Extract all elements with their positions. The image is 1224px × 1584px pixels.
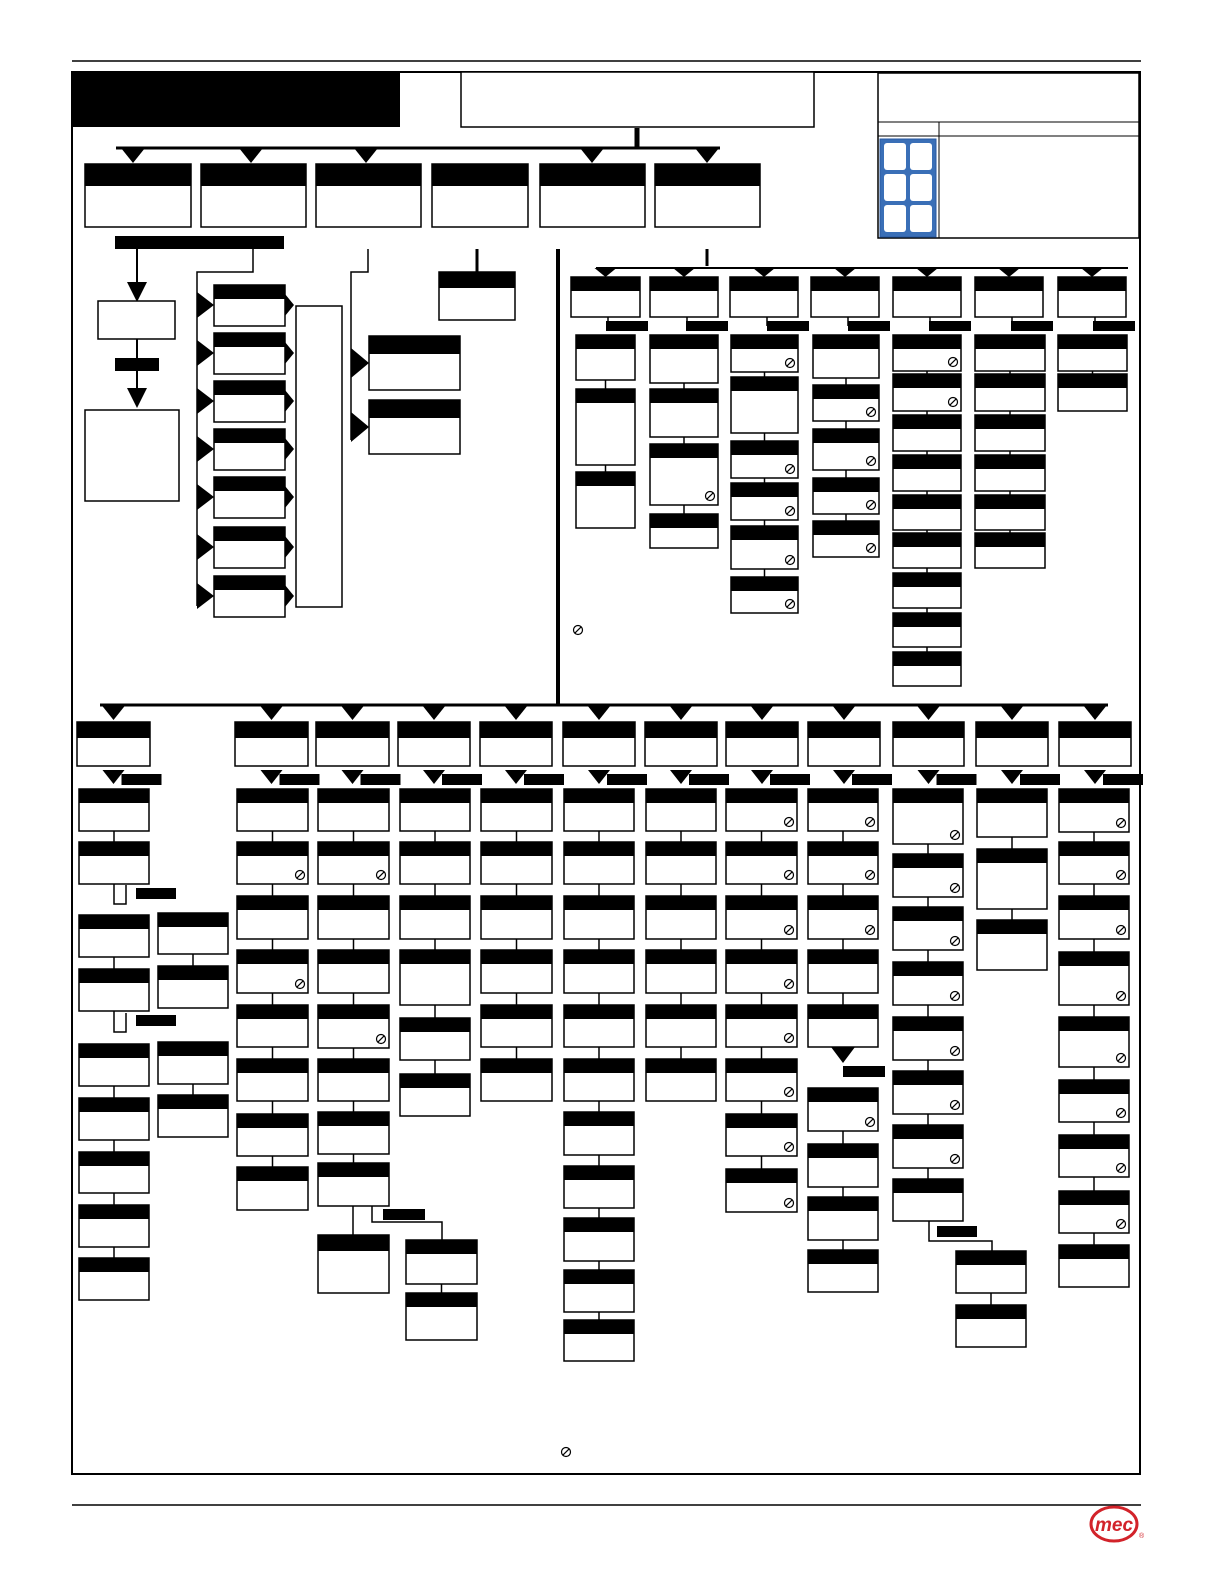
pointer-arrow-icon <box>285 585 294 607</box>
menu-box-header <box>808 842 878 856</box>
menu-box-header <box>726 950 797 964</box>
menu-box-header <box>650 514 718 528</box>
menu-box-header <box>646 842 716 856</box>
connector-tab <box>686 321 728 331</box>
menu-box-header <box>237 789 308 803</box>
menu-box-header <box>811 277 879 291</box>
menu-box-header <box>975 374 1045 388</box>
menu-box-header <box>808 1250 878 1264</box>
menu-box-header <box>975 277 1043 291</box>
down-arrow-icon <box>751 770 773 784</box>
connector-tab <box>280 774 320 785</box>
menu-box-header <box>808 722 880 738</box>
brand-logo-text: mec <box>1094 1515 1134 1536</box>
menu-box <box>296 306 342 607</box>
menu-box-header <box>564 950 634 964</box>
down-arrow-icon <box>831 1047 855 1063</box>
menu-box-header <box>237 1059 308 1073</box>
connector-tab <box>843 1066 885 1077</box>
menu-box-header <box>564 896 634 910</box>
down-arrow-icon <box>750 705 774 720</box>
menu-box-header <box>564 1218 634 1232</box>
menu-box-header <box>1059 1245 1129 1259</box>
menu-box-header <box>726 1005 797 1019</box>
menu-box-header <box>369 400 460 418</box>
menu-box-header <box>893 722 964 738</box>
menu-box-header <box>481 896 552 910</box>
menu-box-header <box>730 277 798 291</box>
menu-box <box>98 301 175 339</box>
menu-box-header <box>646 1059 716 1073</box>
menu-box-header <box>731 441 798 455</box>
down-arrow-icon <box>695 148 719 163</box>
menu-box-header <box>158 966 228 980</box>
menu-box-header <box>731 335 798 349</box>
menu-box-header <box>237 842 308 856</box>
menu-box <box>85 410 179 501</box>
connector-tab <box>524 774 564 785</box>
menu-box-header <box>318 896 389 910</box>
down-arrow-icon <box>1083 705 1107 720</box>
down-arrow-icon <box>917 705 941 720</box>
mec-logo <box>1091 1507 1145 1541</box>
menu-box-header <box>893 415 961 429</box>
menu-box-header <box>893 962 963 976</box>
pointer-arrow-icon <box>197 534 214 560</box>
menu-box-header <box>646 896 716 910</box>
keypad-grid-icon <box>880 139 936 237</box>
down-arrow-icon <box>342 770 364 784</box>
root-menu-box <box>461 72 814 127</box>
menu-box-header <box>400 842 470 856</box>
menu-box-header <box>576 335 635 349</box>
menu-box-header <box>79 1258 149 1272</box>
menu-box-header <box>731 483 798 497</box>
down-arrow-icon <box>588 770 610 784</box>
menu-box-header <box>893 455 961 469</box>
menu-box-header <box>808 1144 878 1158</box>
menu-box-header <box>79 1044 149 1058</box>
menu-box-header <box>481 842 552 856</box>
menu-box-header <box>564 1320 634 1334</box>
no-entry-icon-slash <box>575 627 581 633</box>
menu-box-header <box>439 272 515 288</box>
menu-box-header <box>480 722 552 738</box>
menu-box-header <box>813 335 879 349</box>
menu-box-header <box>646 789 716 803</box>
menu-box-header <box>1058 277 1126 291</box>
menu-box-header <box>808 1088 878 1102</box>
down-arrow-icon <box>1081 268 1103 277</box>
menu-box-header <box>318 950 389 964</box>
menu-box-header <box>893 1125 963 1139</box>
menu-box-header <box>316 164 421 186</box>
menu-box-header <box>813 429 879 443</box>
menu-box-header <box>564 1059 634 1073</box>
menu-box-header <box>481 1059 552 1073</box>
down-arrow-icon <box>1001 770 1023 784</box>
menu-box-header <box>813 385 879 399</box>
connector-tab <box>852 774 892 785</box>
menu-box-header <box>237 950 308 964</box>
menu-box-header <box>731 577 798 591</box>
down-arrow-icon <box>580 148 604 163</box>
menu-box-header <box>726 1169 797 1183</box>
menu-box-header <box>650 277 718 291</box>
menu-box-header <box>893 573 961 587</box>
menu-box-header <box>977 920 1047 934</box>
menu-box-header <box>79 789 149 803</box>
menu-box-header <box>214 381 285 395</box>
menu-box-header <box>318 1059 389 1073</box>
menu-box-header <box>79 842 149 856</box>
menu-box-header <box>563 722 635 738</box>
pointer-arrow-icon <box>285 536 294 558</box>
menu-box-header <box>564 1005 634 1019</box>
menu-box-header <box>1059 896 1129 910</box>
menu-box-header <box>726 789 797 803</box>
menu-box-header <box>400 1074 470 1088</box>
pointer-arrow-icon <box>285 438 294 460</box>
connector-line <box>351 249 368 440</box>
menu-box-header <box>214 285 285 299</box>
menu-box-header <box>79 1205 149 1219</box>
menu-box-header <box>214 333 285 347</box>
menu-box-header <box>571 277 640 291</box>
pointer-arrow-icon <box>197 484 214 510</box>
down-arrow-icon <box>753 268 775 277</box>
menu-box-header <box>214 429 285 443</box>
connector-tab <box>1103 774 1143 785</box>
menu-box-header <box>893 613 961 627</box>
menu-box-header <box>977 789 1047 803</box>
menu-box-header <box>655 164 760 186</box>
menu-box-header <box>158 1042 228 1056</box>
down-arrow-icon <box>670 770 692 784</box>
menu-box-header <box>237 1167 308 1181</box>
down-arrow-icon <box>505 770 527 784</box>
connector-tab <box>1093 321 1135 331</box>
menu-box-header <box>1059 842 1129 856</box>
down-arrow-icon <box>673 268 695 277</box>
menu-box-header <box>564 842 634 856</box>
connector-tab <box>607 774 647 785</box>
down-arrow-icon <box>239 148 263 163</box>
pointer-arrow-icon <box>351 412 369 442</box>
menu-box-header <box>893 374 961 388</box>
menu-box-header <box>400 789 470 803</box>
connector-tab <box>361 774 401 785</box>
menu-box-header <box>726 842 797 856</box>
menu-box-header <box>726 896 797 910</box>
menu-box-header <box>481 950 552 964</box>
connector-line <box>114 884 126 904</box>
connector-tab <box>1020 774 1060 785</box>
down-arrow-icon <box>423 770 445 784</box>
connector-tab <box>606 321 648 331</box>
menu-box-header <box>400 1018 470 1032</box>
connector-tab <box>937 774 977 785</box>
menu-box-header <box>406 1293 477 1307</box>
connector-tab <box>383 1209 425 1220</box>
brand-registered: ® <box>1139 1533 1145 1540</box>
pointer-arrow-icon <box>285 294 294 316</box>
menu-box-header <box>893 854 963 868</box>
menu-box-header <box>726 722 798 738</box>
connector-tab <box>1011 321 1053 331</box>
menu-box-header <box>975 335 1045 349</box>
flowchart-nodes <box>77 128 1143 1457</box>
menu-box-header <box>893 652 961 666</box>
menu-box-header <box>318 842 389 856</box>
menu-box-header <box>77 722 150 738</box>
down-arrow-icon <box>422 705 446 720</box>
down-arrow-icon <box>916 268 938 277</box>
menu-box-header <box>85 164 191 186</box>
menu-box-header <box>79 915 149 929</box>
menu-box-header <box>956 1305 1026 1319</box>
menu-box-header <box>975 455 1045 469</box>
menu-box-header <box>237 1005 308 1019</box>
menu-box-header <box>813 521 879 535</box>
menu-box-header <box>318 1163 389 1177</box>
menu-box-header <box>564 1112 634 1126</box>
menu-box-header <box>893 1071 963 1085</box>
menu-box-header <box>432 164 528 186</box>
menu-box-header <box>318 1112 389 1126</box>
connector-tab <box>232 236 284 249</box>
pointer-arrow-icon <box>351 348 369 378</box>
pointer-arrow-icon <box>285 486 294 508</box>
menu-box-header <box>646 1005 716 1019</box>
pointer-arrow-icon <box>197 583 214 609</box>
pointer-arrow-icon <box>197 292 214 318</box>
menu-box-header <box>726 1114 797 1128</box>
down-arrow-icon <box>261 770 283 784</box>
down-arrow-icon <box>832 705 856 720</box>
pointer-arrow-icon <box>285 390 294 412</box>
menu-box-header <box>893 789 963 803</box>
pointer-arrow-icon <box>197 388 214 414</box>
pointer-arrow-icon <box>197 436 214 462</box>
menu-box-header <box>400 896 470 910</box>
connector-line <box>114 1011 126 1032</box>
menu-box-header <box>976 722 1048 738</box>
menu-box-header <box>400 950 470 964</box>
menu-box-header <box>956 1251 1026 1265</box>
menu-box-header <box>808 1197 878 1211</box>
menu-box-header <box>650 335 718 349</box>
menu-box-header <box>808 789 878 803</box>
menu-box-header <box>1059 722 1131 738</box>
connector-tab <box>767 321 809 331</box>
menu-box-header <box>481 1005 552 1019</box>
menu-box-header <box>1059 1191 1129 1205</box>
menu-box-header <box>214 527 285 541</box>
menu-box-header <box>158 1095 228 1109</box>
connector-tab <box>442 774 482 785</box>
connector-tab <box>937 1226 977 1237</box>
down-arrow-icon <box>918 770 940 784</box>
down-arrow-icon <box>504 705 528 720</box>
connector-tab <box>136 1015 176 1026</box>
menu-box-header <box>808 950 878 964</box>
menu-box-header <box>1058 335 1127 349</box>
down-arrow-icon <box>121 148 145 163</box>
menu-box-header <box>893 907 963 921</box>
menu-box-header <box>1059 1135 1129 1149</box>
menu-box-header <box>214 477 285 491</box>
down-arrow-icon <box>1000 705 1024 720</box>
menu-box-header <box>1059 952 1129 966</box>
menu-box-header <box>813 478 879 492</box>
pointer-arrow-icon <box>285 342 294 364</box>
menu-box-header <box>576 389 635 403</box>
menu-box-header <box>318 789 389 803</box>
down-arrow-icon <box>102 705 126 720</box>
menu-box-header <box>316 722 389 738</box>
menu-box-header <box>237 896 308 910</box>
menu-box-header <box>1058 374 1127 388</box>
connector-tab <box>770 774 810 785</box>
menu-box-header <box>481 789 552 803</box>
down-arrow-icon <box>834 268 856 277</box>
menu-box-header <box>1059 1017 1129 1031</box>
menu-box-header <box>726 1059 797 1073</box>
menu-box-header <box>977 849 1047 863</box>
menu-box-header <box>576 472 635 486</box>
menu-box-header <box>406 1240 477 1254</box>
menu-box-header <box>893 1179 963 1193</box>
menu-box-header <box>731 526 798 540</box>
menu-box-header <box>540 164 645 186</box>
menu-box-header <box>975 495 1045 509</box>
connector-tab <box>689 774 729 785</box>
down-arrow-icon <box>354 148 378 163</box>
menu-box-header <box>646 950 716 964</box>
connector-tab <box>929 321 971 331</box>
down-arrow-icon <box>103 770 125 784</box>
menu-box-header <box>318 1005 389 1019</box>
down-arrow-icon <box>595 268 617 277</box>
menu-box-header <box>398 722 470 738</box>
menu-box-header <box>650 389 718 403</box>
menu-box-header <box>893 335 961 349</box>
connector-tab <box>136 888 176 899</box>
down-arrow-icon <box>833 770 855 784</box>
title-block <box>73 73 400 127</box>
menu-box-header <box>214 576 285 590</box>
menu-box-header <box>645 722 717 738</box>
no-entry-icon-slash <box>563 1449 569 1455</box>
menu-box-header <box>808 1005 878 1019</box>
menu-box-header <box>650 444 718 458</box>
menu-box-header <box>975 415 1045 429</box>
menu-box-header <box>893 1017 963 1031</box>
menu-box-header <box>318 1235 389 1251</box>
down-arrow-icon <box>341 705 365 720</box>
menu-box-header <box>893 277 961 291</box>
down-arrow-icon <box>587 705 611 720</box>
menu-box-header <box>808 896 878 910</box>
menu-box-header <box>893 533 961 547</box>
menu-box-header <box>893 495 961 509</box>
menu-box-header <box>79 969 149 983</box>
pointer-arrow-icon <box>197 340 214 366</box>
down-arrow-icon <box>998 268 1020 277</box>
down-arrow-icon <box>1084 770 1106 784</box>
menu-box-header <box>158 913 228 927</box>
menu-box-header <box>79 1152 149 1166</box>
menu-box-header <box>237 1114 308 1128</box>
menu-box-header <box>201 164 306 186</box>
menu-box-header <box>731 377 798 391</box>
menu-box-header <box>1059 789 1129 803</box>
menu-box-header <box>975 533 1045 547</box>
menu-box-header <box>79 1098 149 1112</box>
down-arrow-icon <box>260 705 284 720</box>
menu-box-header <box>369 336 460 354</box>
menu-box-header <box>564 789 634 803</box>
menu-box-header <box>1059 1080 1129 1094</box>
menu-box-header <box>564 1270 634 1284</box>
menu-box-header <box>235 722 308 738</box>
connector-tab <box>848 321 890 331</box>
connector-tab <box>122 774 162 785</box>
menu-box-header <box>564 1166 634 1180</box>
down-arrow-icon <box>669 705 693 720</box>
